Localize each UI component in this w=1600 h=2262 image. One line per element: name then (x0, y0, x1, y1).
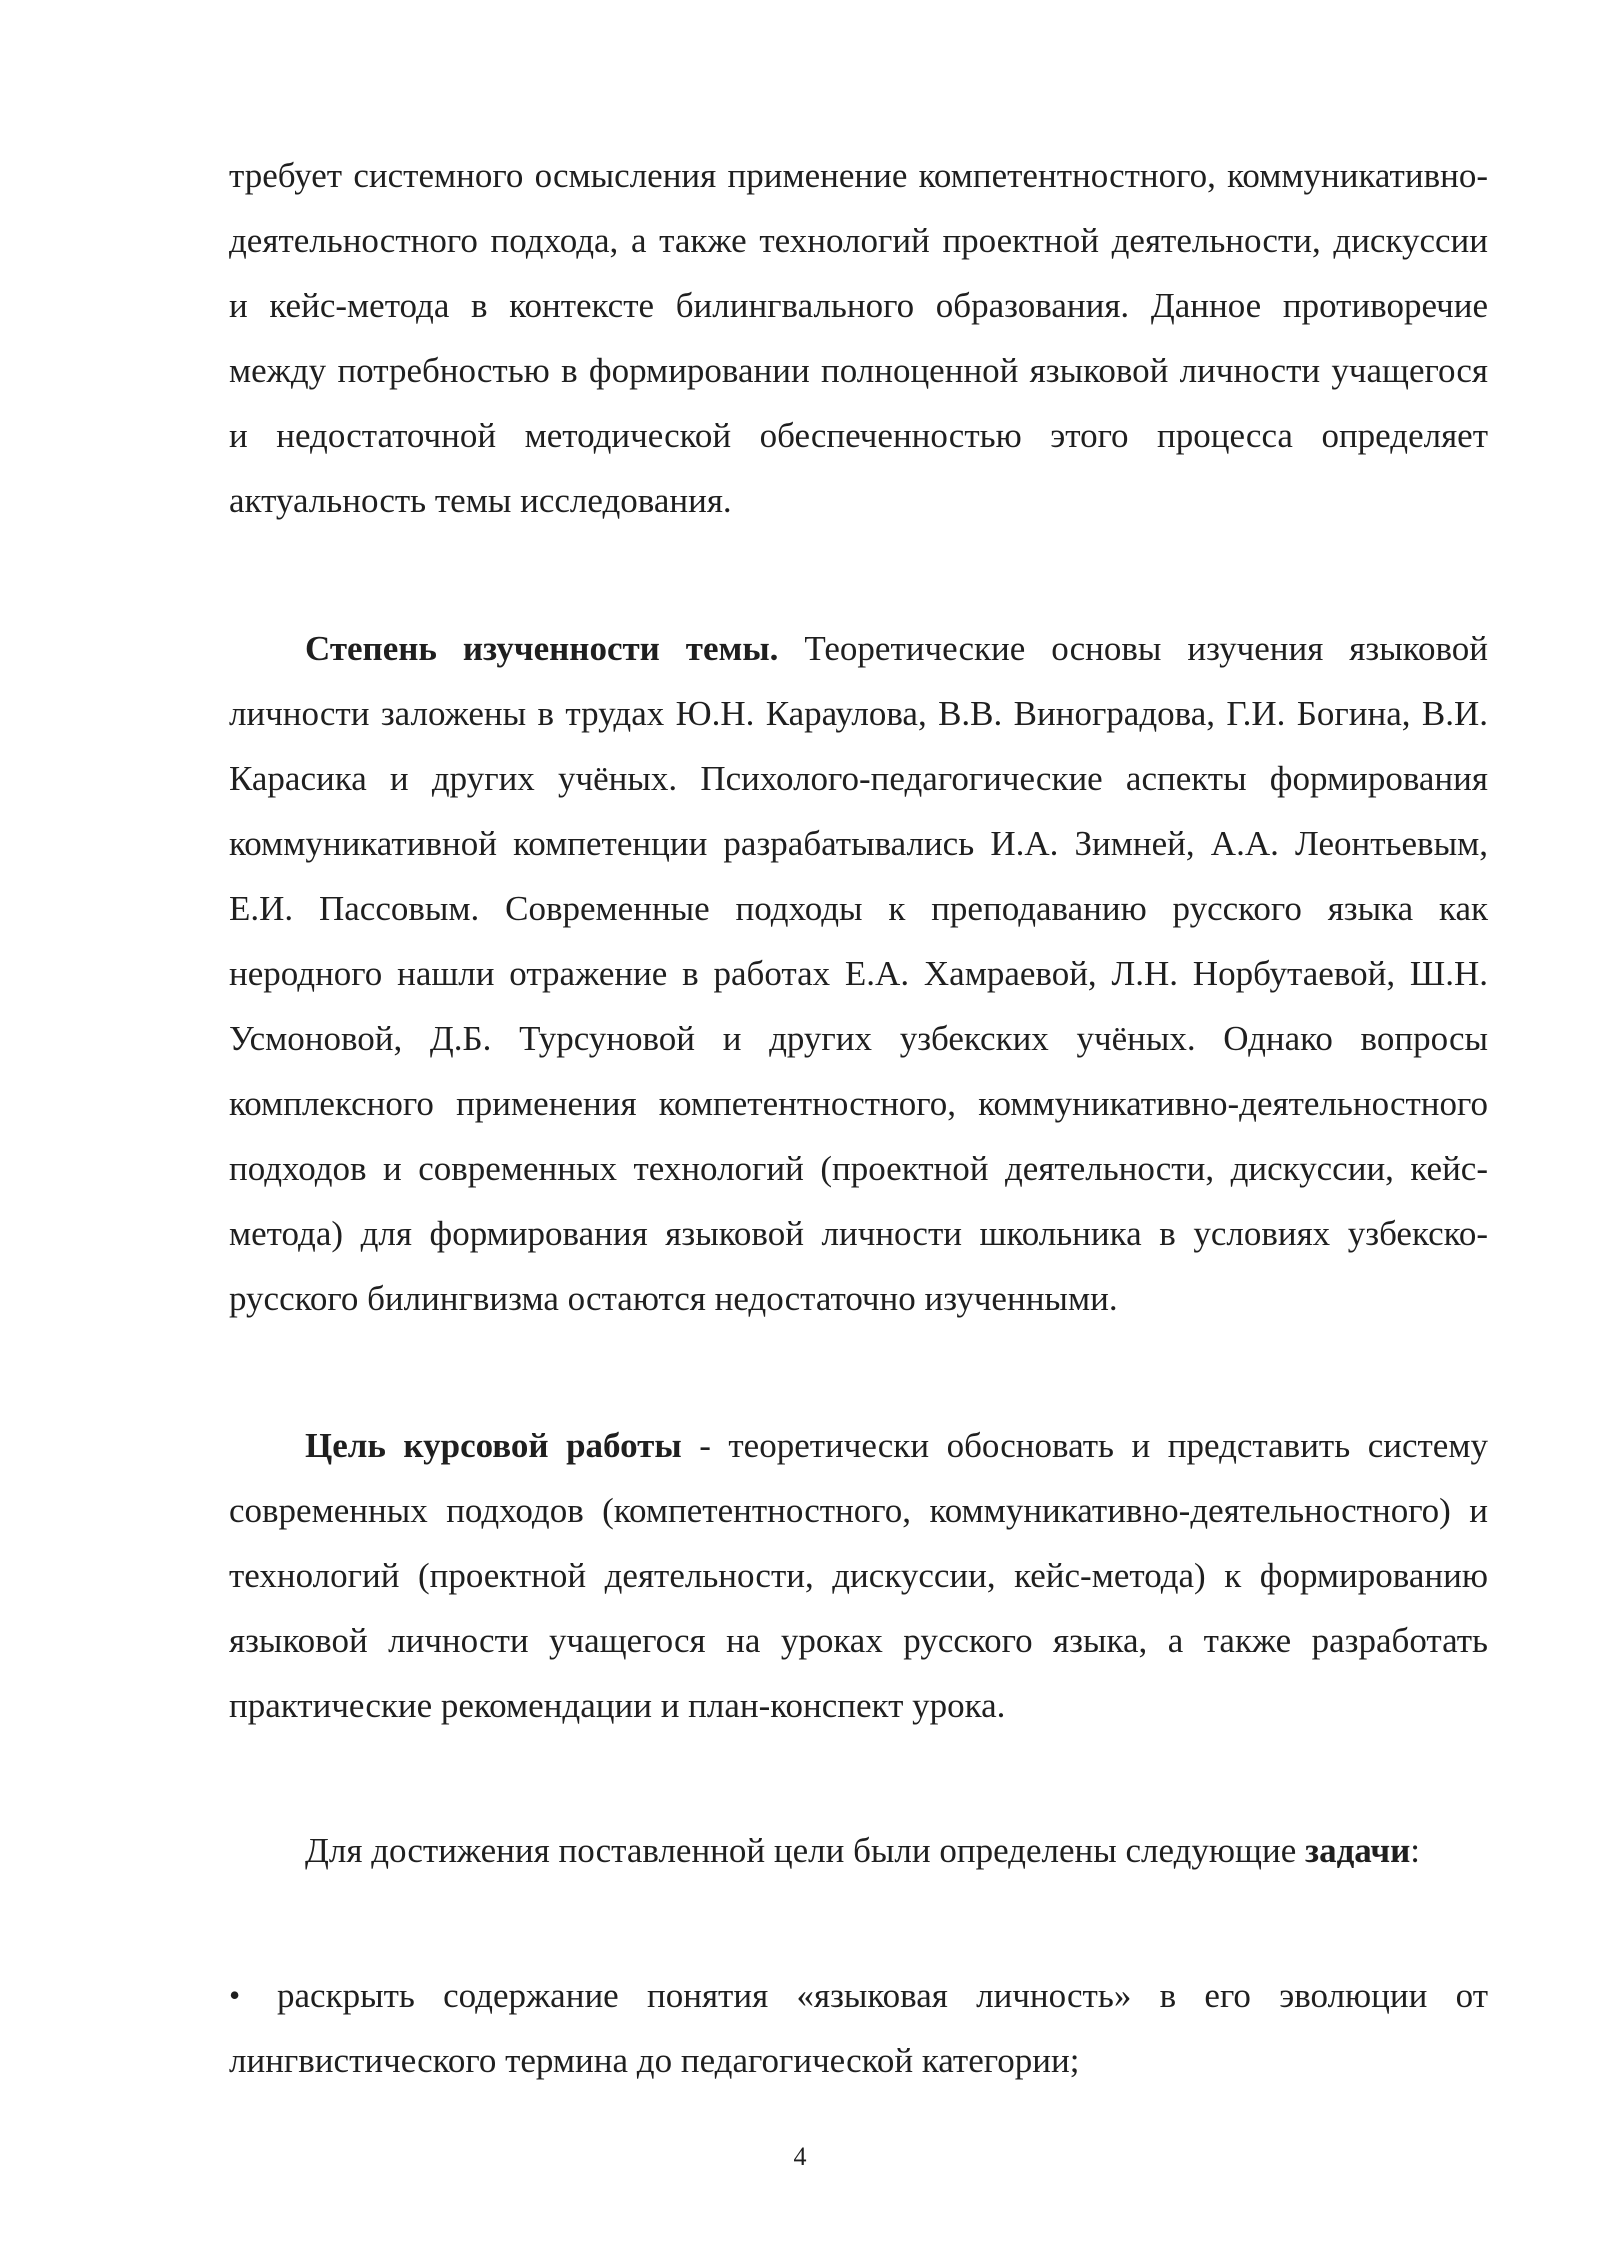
body-paragraph (229, 143, 1488, 533)
paragraph-text: Теоретические основы изучения языковой личности заложены в трудах Ю.Н. Караулова, В.В. Виноградова, Г.И. Богина, В.И. Карасика и других учёных. Психолого-педагогические аспекты формирования коммуникативной компетенции разрабатывались И.А. Зимней, А.А. Леонтьевым, Е.И. Пассовым. Современные подходы к преподаванию русского языка как неродного нашли отражение в работах Е.А. Хамраевой, Л.Н. Норбутаевой, Ш.Н. Усмоновой, Д.Б. Турсуновой и других узбекских учёных. Однако вопросы комплексного применения компетентностного, коммуникативно-деятельностного подходов и современных технологий (проектной деятельности, дискуссии, кейс-метода) для формирования языковой личности школьника в условиях узбекско-русского билингвизма остаются недостаточно изученными. (229, 629, 1488, 1318)
paragraph-heading: Степень изученности темы. (305, 629, 779, 668)
bullet-list-item (229, 1963, 1488, 2093)
paragraph-text: требует системного осмысления применение компетентностного, коммуникативно-деятельностного подхода, а также технологий проектной деятельности, дискуссии и кейс-метода в контексте билингвального образования. Данное противоречие между потребностью в формировании полноценной языковой личности учащегося и недостаточной методической обеспеченностью этого процесса определяет актуальность темы исследования. (229, 156, 1488, 520)
paragraph-text: Для достижения поставленной цели были определены следующие (305, 1831, 1306, 1870)
body-paragraph (229, 1818, 1488, 1883)
paragraph-text-end: : (1410, 1831, 1421, 1870)
bold-term: задачи (1305, 1831, 1411, 1870)
body-paragraph (229, 616, 1488, 1331)
bullet-text: раскрыть содержание понятия «языковая личность» в его эволюции от лингвистического термина до педагогической категории; (229, 1976, 1488, 2080)
body-paragraph (229, 1413, 1488, 1738)
paragraph-text: - теоретически обосновать и представить систему современных подходов (компетентностного, коммуникативно-деятельностного) и технологий (проектной деятельности, дискуссии, кейс-метода) к формированию языковой личности учащегося на уроках русского языка, а также разработать практические рекомендации и план-конспект урока. (229, 1426, 1488, 1725)
paragraph-heading: Цель курсовой работы (305, 1426, 682, 1465)
page-number: 4 (793, 2142, 807, 2171)
bullet-icon: • (229, 1977, 241, 2013)
